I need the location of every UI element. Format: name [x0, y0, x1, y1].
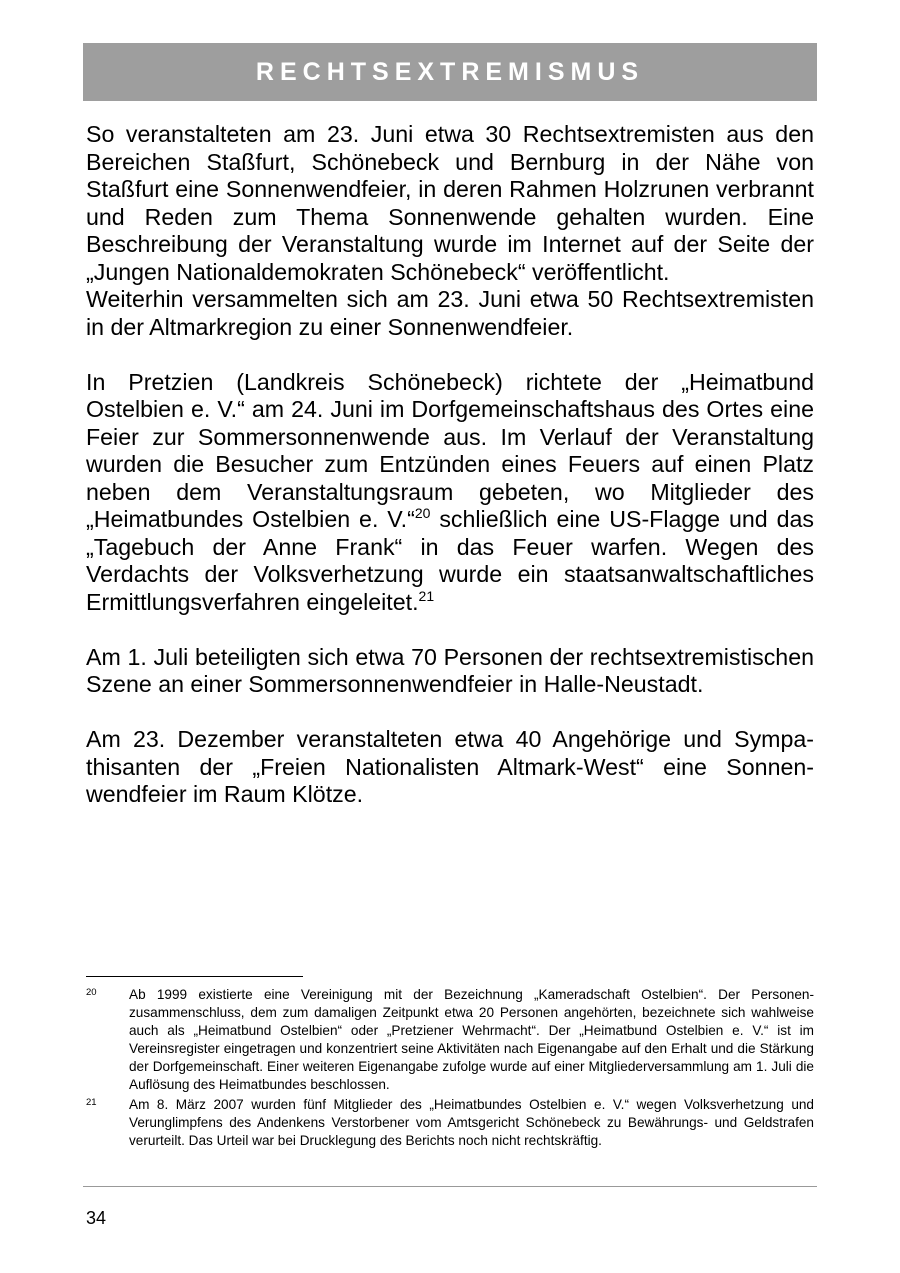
paragraph-sonnenwendfeier-stassfurt — [86, 121, 814, 286]
paragraph-text: So veranstalteten am 23. Juni etwa 30 Rechtsextremisten aus den Bereichen Staßfurt, Schönebeck und Bernburg in der Nähe von Staßfurt eine Sonnenwendfeier, in deren Rahmen Holzrunen verbrannt und Reden zum Thema Sonnenwende gehalten wurden. Eine Beschreibung der Veranstaltung wurde im Internet auf der Seite der „Jungen Nationaldemokraten Schönebeck“ veröffentlicht. — [86, 121, 814, 285]
paragraph-pretzien — [86, 369, 814, 617]
footnote-ref-21[interactable]: 21 — [418, 587, 435, 604]
paragraph-text: Weiterhin versammelten sich am 23. Juni etwa 50 Rechtsextremisten in der Altmarkregion zu einer Sonnenwendfeier. — [86, 286, 814, 340]
section-title: RECHTSEXTREMISMUS — [255, 57, 645, 86]
footnote-number: 21 — [86, 1097, 97, 1108]
paragraph-text: Am 1. Juli beteiligten sich etwa 70 Personen der rechtsextremistischen Szene an einer Sommersonnenwendfeier in Halle-Neustadt. — [86, 643, 814, 697]
paragraph-altmark — [86, 286, 814, 341]
paragraph-text: Am 23. Dezember veranstalteten etwa 40 Angehörige und Sympathisanten der „Freien Nationalisten Altmark-West“ eine Sonnenwendfeier im Raum Klötze. — [86, 726, 814, 807]
footnote-number: 20 — [86, 987, 97, 998]
paragraph-halle-neustadt — [86, 644, 814, 699]
footnote-text: Ab 1999 existierte eine Vereinigung mit der Bezeichnung „Kameradschaft Ostelbien“. Der Personenzusammenschluss, dem zum damaligen Zeitpunkt etwa 20 Personen angehörten, bezeichnete sich wahlweise auch als „Heimatbund Ostelbien“ oder „Pretziener Wehrmacht“. Der „Heimatbund Ostelbien e. V.“ ist im Vereinsregister eingetragen und konzentriert seine Aktivitäten nach Eigenangabe auf den Erhalt und die Stärkung der Dorfgemeinschaft. Einer weiteren Eigenangabe zufolge wurde auf einer Mitgliederversammlung am 1. Juli die Auflösung des Heimatbundes beschlossen. — [129, 987, 814, 1092]
main-body-text — [86, 121, 814, 836]
paragraph-text: schließlich eine US-Flagge und das „Tagebuch der Anne Frank“ in das Feuer warfen. Wegen des Verdachts der Volksverhetzung wurde ein staatsanwaltschaftliches Ermittlungsverfahren eingeleitet. — [86, 506, 814, 615]
footer-divider — [83, 1186, 817, 1187]
footnote-21 — [86, 1096, 814, 1150]
footnote-20 — [86, 986, 814, 1094]
footnote-ref-20[interactable]: 20 — [414, 504, 431, 521]
paragraph-text: In Pretzien (Landkreis Schönebeck) richtete der „Heimatbund Ostelbien e. V.“ am 24. Juni im Dorfgemeinschaftshaus des Ortes eine Feier zur Sommersonnenwende aus. Im Verlauf der Veranstaltung wurden die Besucher zum Entzünden eines Feuers auf einen Platz neben dem Veranstaltungsraum gebeten, wo Mitglieder des „Heimatbundes Ostelbien e. V.“ — [86, 368, 814, 532]
paragraph-kloetze — [86, 726, 814, 809]
section-header-bar — [83, 43, 817, 101]
page-number: 34 — [86, 1208, 107, 1228]
footnote-text: Am 8. März 2007 wurden fünf Mitglieder des „Heimatbundes Ostelbien e. V.“ wegen Volksverhetzung und Verunglimpfens des Andenkens Verstorbener vom Amtsgericht Schönebeck zu Bewährungs- und Geldstrafen verurteilt. Das Urteil war bei Drucklegung des Berichts noch nicht rechtskräftig. — [129, 1097, 814, 1148]
footnotes — [86, 986, 814, 1150]
footnote-separator — [86, 976, 303, 977]
